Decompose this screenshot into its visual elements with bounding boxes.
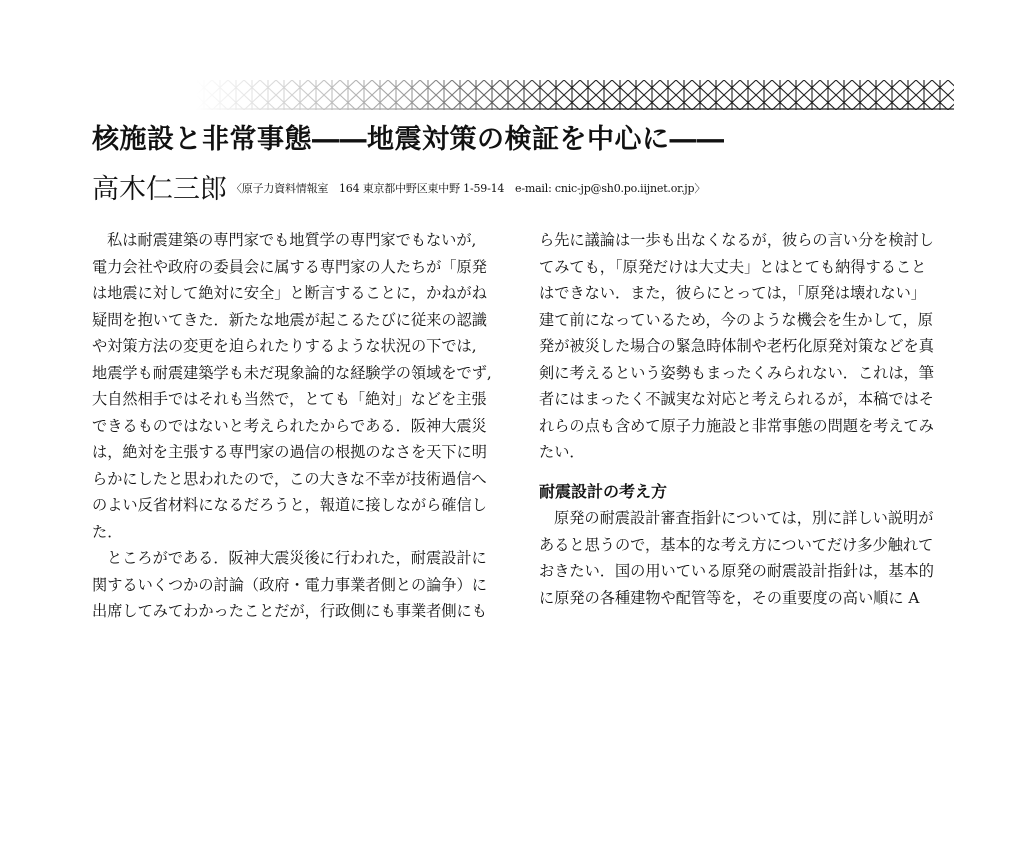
text-line: ら先に議論は一歩も出なくなるが，彼らの言い分を検討し: [539, 231, 934, 249]
text-line: おきたい．国の用いている原発の耐震設計指針は，基本的: [539, 562, 934, 580]
text-line: 疑問を抱いてきた．新たな地震が起こるたびに従来の認識: [92, 310, 487, 329]
right-column: [539, 227, 947, 611]
text-line: 原発の耐震設計審査指針については，別に詳しい説明が: [554, 509, 934, 527]
text-line: のよい反省材料になるだろうと，報道に接しながら確信し: [92, 496, 487, 514]
text-line: らかにしたと思われたので，この大きな不幸が技術過信へ: [92, 469, 487, 488]
text-line: れらの点も含めて原子力施設と非常事態の問題を考えてみ: [539, 416, 934, 435]
text-line: はできない．また，彼らにとっては，「原発は壊れない」: [539, 284, 926, 302]
text-line: 出席してみてわかったことだが，行政側にも事業者側にも: [92, 602, 487, 620]
text-line: た．: [92, 522, 123, 541]
text-line: 建て前になっているため，今のような機会を生かして，原: [539, 310, 933, 329]
text-line: あると思うので，基本的な考え方についてだけ多少触れて: [539, 535, 934, 554]
text-line: は，絶対を主張する専門家の過信の根拠のなさを天下に明: [92, 443, 487, 461]
text-line: 者にはまったく不誠実な対応と考えられるが，本稿ではそ: [539, 390, 934, 408]
author-affiliation: 〈原子力資料情報室 164 東京都中野区東中野 1-59-14 e-mail: cnic-jp@sh0.po.iijnet.or.jp〉: [231, 182, 706, 195]
text-line: 電力会社や政府の委員会に属する専門家の人たちが「原発: [92, 257, 487, 276]
text-line: てみても，「原発だけは大丈夫」とはとても納得すること: [539, 257, 927, 276]
section-heading: 耐震設計の考え方: [539, 481, 668, 501]
text-line: 発が被災した場合の緊急時体制や老朽化原発対策などを真: [539, 337, 934, 355]
text-line: は地震に対して絶対に安全」と断言することに，かねがね: [92, 284, 487, 302]
text-line: 私は耐震建築の専門家でも地質学の専門家でもないが,: [107, 231, 477, 249]
text-line: たい．: [539, 443, 585, 461]
decorative-header-band: [196, 80, 954, 110]
text-line: 大自然相手ではそれも当然で，とても「絶対」などを主張: [92, 390, 487, 408]
author-name: 高木仁三郎: [92, 174, 227, 205]
text-line: 地震学も耐震建築学も未だ現象論的な経験学の領域をでず,: [92, 363, 492, 382]
article-title: 核施設と非常事態――地震対策の検証を中心に――: [92, 124, 725, 155]
text-line: や対策方法の変更を迫られたりするような状況の下では,: [92, 337, 477, 355]
text-line: に原発の各種建物や配管等を，その重要度の高い順に A: [539, 588, 920, 607]
text-line: できるものではないと考えられたからである．阪神大震災: [92, 416, 487, 435]
left-column: [92, 227, 500, 625]
text-line: ところがである．阪神大震災後に行われた，耐震設計に: [107, 549, 487, 567]
text-line: 関するいくつかの討論（政府・電力事業者側との論争）に: [92, 575, 487, 594]
text-line: 剣に考えるという姿勢もまったくみられない．これは，筆: [539, 363, 934, 382]
